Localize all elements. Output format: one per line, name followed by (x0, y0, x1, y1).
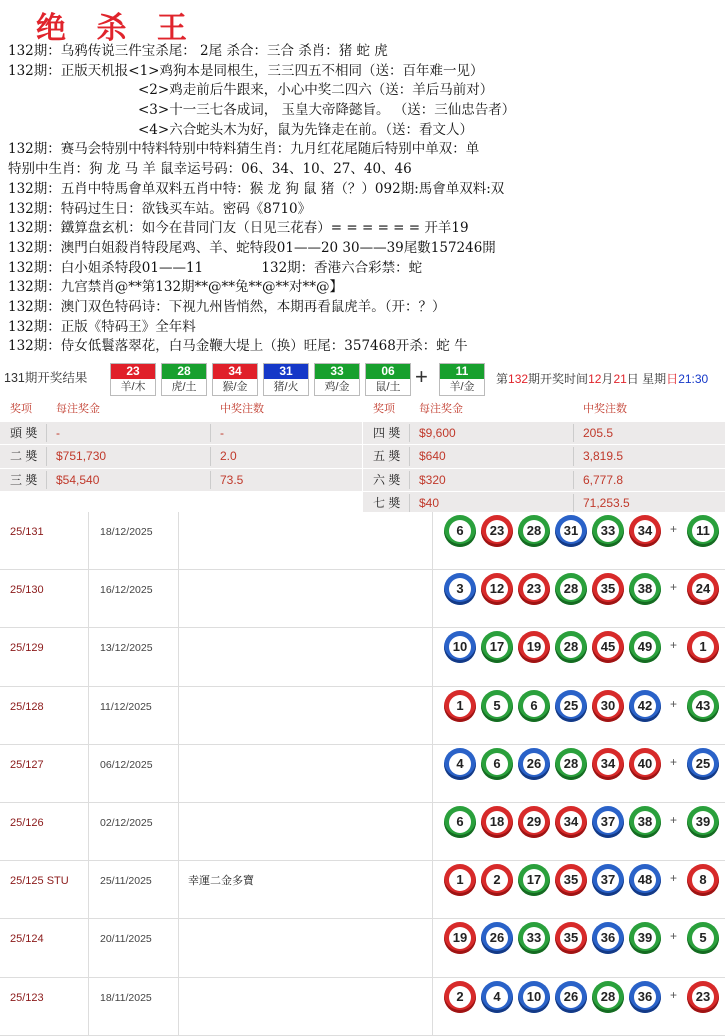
prize-count: 205.5 (583, 425, 614, 440)
prize-amount: $9,600 (419, 425, 456, 440)
history-special-ball (687, 690, 719, 722)
result-ball (365, 363, 411, 396)
history-ball-number: 37 (597, 811, 619, 833)
history-date: 02/12/2025 (100, 816, 153, 829)
history-ball (555, 573, 587, 605)
result-ball (110, 363, 156, 396)
history-period: 25/131 (10, 526, 44, 538)
prize-amount: $40 (419, 496, 440, 510)
prize-amount: $320 (419, 472, 446, 487)
history-ball (555, 690, 587, 722)
result-ball (212, 363, 258, 396)
prize-header-count: 中奖注数 (220, 403, 264, 415)
history-ball (444, 864, 476, 896)
history-special-ball (687, 748, 719, 780)
result-ball-number: 33 (315, 364, 359, 379)
history-special-ball (687, 573, 719, 605)
history-ball-number: 33 (523, 927, 545, 949)
history-special-ball (687, 981, 719, 1013)
history-ball (629, 573, 661, 605)
history-ball (592, 806, 624, 838)
result-ball (314, 363, 360, 396)
prize-header-count: 中奖注数 (583, 403, 627, 415)
history-ball-number: 45 (597, 636, 619, 658)
prize-row (0, 469, 362, 493)
prediction-line: 132期：五肖中特馬會单双料五肖中特：猴 龙 狗 鼠 猪（？）092期:馬會单双料:双 (8, 180, 505, 197)
history-ball (592, 981, 624, 1013)
history-ball-number: 6 (486, 753, 508, 775)
prize-count: 6,777.8 (583, 472, 624, 487)
history-date: 11/12/2025 (100, 700, 152, 713)
prize-row (363, 445, 725, 469)
history-period: 25/130 (10, 584, 44, 597)
history-ball-number: 23 (692, 986, 714, 1008)
history-ball-number: 28 (523, 520, 545, 542)
history-date: 16/12/2025 (100, 584, 153, 597)
prize-header-amount: 每注奖金 (419, 403, 463, 415)
history-ball (629, 922, 661, 954)
prize-item: 五 奬 (373, 449, 401, 463)
history-row (0, 570, 725, 628)
prediction-line: 132期：鐵算盘玄机：如今在昔同门友（日见三花春）= = = = = = 开羊19 (8, 220, 469, 237)
history-ball-number: 17 (523, 869, 545, 891)
next-weekday: 日 (666, 372, 679, 386)
next-month: 12 (588, 372, 602, 386)
prize-item: 七 奬 (373, 496, 401, 510)
history-date: 18/12/2025 (100, 526, 153, 538)
history-ball-number: 43 (692, 695, 714, 717)
prediction-line: <2>鸡走前后牛跟来，小心中奖二四六（送：羊后马前对） (138, 82, 494, 99)
result-ball-number: 06 (366, 364, 410, 379)
history-ball (629, 748, 661, 780)
history-ball (555, 981, 587, 1013)
prize-header-item: 奖项 (373, 403, 395, 415)
prize-header-row (0, 398, 362, 422)
history-ball-number: 11 (692, 520, 714, 542)
result-ball-zodiac: 羊/木 (120, 381, 146, 393)
history-period: 25/125 STU (10, 875, 69, 888)
history-ball-number: 26 (523, 753, 545, 775)
history-ball (481, 864, 513, 896)
result-ball-number: 11 (440, 364, 484, 379)
history-ball (555, 922, 587, 954)
prize-row (363, 422, 725, 446)
prize-count: 2.0 (220, 449, 237, 463)
history-ball (444, 573, 476, 605)
history-ball-number: 6 (449, 811, 471, 833)
result-ball (161, 363, 207, 396)
history-plus-sign: + (670, 522, 678, 536)
history-ball-number: 6 (449, 520, 471, 542)
history-ball-number: 28 (560, 753, 582, 775)
history-plus-sign: + (670, 812, 678, 827)
result-ball-zodiac: 鼠/土 (375, 381, 401, 393)
prediction-line: <4>六合蛇头木为好，鼠为先锋走在前。（送：看文人） (138, 121, 473, 138)
history-ball (592, 864, 624, 896)
history-ball-number: 49 (634, 636, 656, 658)
history-ball-number: 35 (597, 578, 619, 600)
history-ball-number: 25 (692, 753, 714, 775)
result-ball-number: 31 (264, 364, 308, 379)
history-row (0, 512, 725, 570)
history-ball (481, 748, 513, 780)
history-ball-number: 36 (597, 927, 619, 949)
history-special-ball (687, 806, 719, 838)
history-ball (518, 748, 550, 780)
history-ball (481, 806, 513, 838)
history-ball (444, 748, 476, 780)
prediction-line: 132期：赛马会特别中特料特别中特料猜生肖：九月红花尾随后特别中单双：单 (8, 141, 480, 158)
prize-item: 六 奬 (373, 472, 401, 487)
prize-table-right (363, 398, 725, 516)
prediction-lines (8, 42, 723, 357)
history-ball-number: 4 (449, 753, 471, 775)
history-ball (481, 922, 513, 954)
history-row (0, 745, 725, 803)
history-period: 25/126 (10, 816, 44, 829)
history-plus-sign: + (670, 987, 678, 1002)
result-ball-zodiac: 猪/火 (273, 381, 299, 393)
prize-row (0, 422, 362, 446)
history-ball-number: 34 (560, 811, 582, 833)
history-ball-number: 40 (634, 753, 656, 775)
history-ball-number: 24 (692, 578, 714, 600)
history-ball (518, 631, 550, 663)
history-ball (481, 515, 513, 547)
prize-count: 73.5 (220, 472, 244, 487)
history-ball-number: 10 (449, 636, 471, 658)
history-row (0, 803, 725, 861)
history-ball (444, 690, 476, 722)
history-ball-number: 4 (486, 986, 508, 1008)
prediction-line: 132期：乌鸦传说三件宝杀尾： 2尾 杀合：三合 杀肖：猪 蛇 虎 (8, 43, 388, 59)
history-plus-sign: + (670, 754, 678, 769)
history-ball-number: 2 (449, 986, 471, 1008)
history-ball-number: 34 (597, 753, 619, 775)
next-draw-info: 第132期开奖时间12月21日 星期日21:30 (496, 372, 709, 386)
history-ball (444, 806, 476, 838)
history-ball (518, 922, 550, 954)
prize-table-left (0, 398, 362, 492)
history-ball-number: 23 (486, 520, 508, 542)
history-ball-number: 37 (597, 869, 619, 891)
history-ball-number: 19 (449, 927, 471, 949)
history-period: 25/129 (10, 642, 44, 655)
history-note: 幸運二金多寶 (188, 875, 254, 888)
prize-row (363, 469, 725, 493)
history-ball-number: 39 (692, 811, 714, 833)
history-ball-number: 28 (597, 986, 619, 1008)
history-ball-number: 1 (692, 636, 714, 658)
history-date: 20/11/2025 (100, 933, 152, 946)
prize-item: 三 奬 (10, 472, 38, 487)
prize-amount: $54,540 (56, 472, 100, 487)
result-ball-zodiac: 羊/金 (449, 381, 475, 393)
history-ball-number: 10 (523, 986, 545, 1008)
history-ball-number: 28 (560, 578, 582, 600)
history-date: 25/11/2025 (100, 875, 152, 888)
history-ball (444, 922, 476, 954)
history-ball (592, 922, 624, 954)
result-ball-number: 28 (162, 364, 206, 379)
history-ball-number: 5 (486, 695, 508, 717)
history-ball (444, 515, 476, 547)
prediction-line: 132期：澳門白姐殺肖特段尾鸡、羊、蛇特段01——20 30——39尾數157246開 (8, 239, 496, 256)
history-ball (555, 631, 587, 663)
history-period: 25/124 (10, 933, 44, 946)
history-plus-sign: + (670, 580, 678, 595)
history-ball (518, 690, 550, 722)
last-result-bar (0, 362, 725, 396)
history-ball (518, 981, 550, 1013)
history-special-ball (687, 922, 719, 954)
prize-header-row (363, 398, 725, 422)
history-row (0, 628, 725, 686)
next-time: 21:30 (678, 372, 709, 386)
history-ball (555, 748, 587, 780)
history-ball-number: 23 (523, 578, 545, 600)
prize-item: 頭 奬 (10, 425, 38, 440)
history-ball (481, 981, 513, 1013)
history-plus-sign: + (670, 871, 678, 886)
history-ball (481, 631, 513, 663)
history-ball-number: 35 (560, 869, 582, 891)
history-ball (592, 573, 624, 605)
last-result-label: 131期开奖结果 (4, 371, 88, 385)
history-ball-number: 38 (634, 578, 656, 600)
history-special-ball (687, 515, 719, 547)
prediction-line: 132期：正版《特码王》全年料 (8, 318, 196, 335)
history-ball-number: 34 (634, 520, 656, 542)
history-special-ball (687, 864, 719, 896)
history-date: 06/12/2025 (100, 758, 153, 771)
prize-amount: - (56, 425, 60, 440)
history-ball-number: 6 (523, 695, 545, 717)
prize-amount: $640 (419, 449, 446, 463)
history-ball (555, 515, 587, 547)
history-ball-number: 2 (486, 869, 508, 891)
history-ball (629, 690, 661, 722)
history-ball (592, 631, 624, 663)
prize-header-item: 奖项 (10, 403, 32, 415)
history-row (0, 919, 725, 977)
history-period: 25/128 (10, 700, 44, 713)
history-ball-number: 18 (486, 811, 508, 833)
history-plus-sign: + (670, 929, 678, 944)
prize-count: - (220, 425, 224, 440)
history-ball (481, 690, 513, 722)
prize-item: 四 奬 (373, 425, 401, 440)
prediction-line: 132期：正版天机报<1>鸡狗本是同根生，三三四五不相同（送：百年难一见） (8, 62, 484, 79)
history-ball-number: 17 (486, 636, 508, 658)
history-ball (555, 864, 587, 896)
prediction-line: 特别中生肖：狗 龙 马 羊 鼠幸运号码：06、34、10、27、40、46 (8, 161, 412, 178)
history-ball (518, 806, 550, 838)
history-ball (629, 806, 661, 838)
page-title: 绝 杀 王 (36, 11, 197, 46)
history-ball-number: 31 (560, 520, 582, 542)
history-period: 25/127 (10, 758, 44, 771)
history-ball-number: 8 (692, 869, 714, 891)
history-plus-sign: + (670, 638, 678, 653)
history-ball-number: 35 (560, 927, 582, 949)
history-ball-number: 3 (449, 578, 471, 600)
history-ball (444, 631, 476, 663)
history-ball-number: 48 (634, 869, 656, 891)
history-ball-number: 42 (634, 695, 656, 717)
prediction-line: 132期：特码过生日：欲钱买车站。密码《8710》 (8, 200, 312, 217)
history-ball (518, 573, 550, 605)
history-ball-number: 26 (560, 986, 582, 1008)
history-ball (444, 981, 476, 1013)
prediction-line: 132期：白小姐杀特段01——11 132期：香港六合彩禁：蛇 (8, 259, 423, 276)
history-ball (629, 631, 661, 663)
result-ball (263, 363, 309, 396)
history-ball (592, 748, 624, 780)
result-ball-number: 34 (213, 364, 257, 379)
history-ball-number: 25 (560, 695, 582, 717)
prediction-line: 132期：澳门双色特码诗：下视九州皆悄然，本期再看鼠虎羊。（开：？） (8, 298, 446, 315)
prediction-line: <3>十一三七各成词， 玉皇大帝降懿旨。 （送：三仙忠告者） (138, 102, 516, 119)
history-ball (629, 864, 661, 896)
history-list (0, 512, 725, 1036)
history-ball-number: 33 (597, 520, 619, 542)
history-ball (555, 806, 587, 838)
history-plus-sign: + (670, 696, 678, 711)
history-ball-number: 39 (634, 927, 656, 949)
prediction-line: 132期：九宫禁肖@**第132期**@**兔**@**对**@】 (8, 279, 344, 296)
prize-item: 二 奬 (10, 449, 38, 463)
prediction-line: 132期：侍女低鬟落翠花，白马金鞭大堤上（换）旺尾：357468开杀：蛇 牛 (8, 338, 468, 355)
history-special-ball (687, 631, 719, 663)
history-ball-number: 38 (634, 811, 656, 833)
history-ball (629, 981, 661, 1013)
history-ball-number: 28 (560, 636, 582, 658)
next-day: 21 (613, 372, 627, 386)
history-ball-number: 19 (523, 636, 545, 658)
history-row (0, 861, 725, 919)
result-ball-zodiac: 鸡/金 (324, 381, 350, 393)
prize-row (0, 445, 362, 469)
prize-amount: $751,730 (56, 449, 107, 463)
prize-count: 3,819.5 (583, 449, 624, 463)
history-ball-number: 30 (597, 695, 619, 717)
history-ball (518, 864, 550, 896)
history-ball-number: 36 (634, 986, 656, 1008)
history-ball (629, 515, 661, 547)
history-row (0, 978, 725, 1036)
history-ball (592, 690, 624, 722)
history-date: 18/11/2025 (100, 991, 152, 1004)
result-ball-zodiac: 猴/金 (222, 381, 248, 393)
next-period: 132 (508, 372, 529, 386)
history-ball (481, 573, 513, 605)
history-ball-number: 12 (486, 578, 508, 600)
history-row (0, 687, 725, 745)
result-special-ball (439, 363, 485, 396)
history-date: 13/12/2025 (100, 642, 153, 655)
prize-header-amount: 每注奖金 (56, 403, 100, 415)
history-ball-number: 1 (449, 695, 471, 717)
history-ball-number: 29 (523, 811, 545, 833)
prize-count: 71,253.5 (583, 496, 630, 510)
history-ball (518, 515, 550, 547)
special-plus-sign: + (415, 364, 428, 389)
result-ball-number: 23 (111, 364, 155, 379)
history-ball-number: 26 (486, 927, 508, 949)
prize-table (0, 398, 725, 512)
history-ball-number: 1 (449, 869, 471, 891)
history-ball-number: 5 (692, 927, 714, 949)
history-ball (592, 515, 624, 547)
history-period: 25/123 (10, 991, 44, 1004)
result-ball-zodiac: 虎/土 (171, 381, 197, 393)
